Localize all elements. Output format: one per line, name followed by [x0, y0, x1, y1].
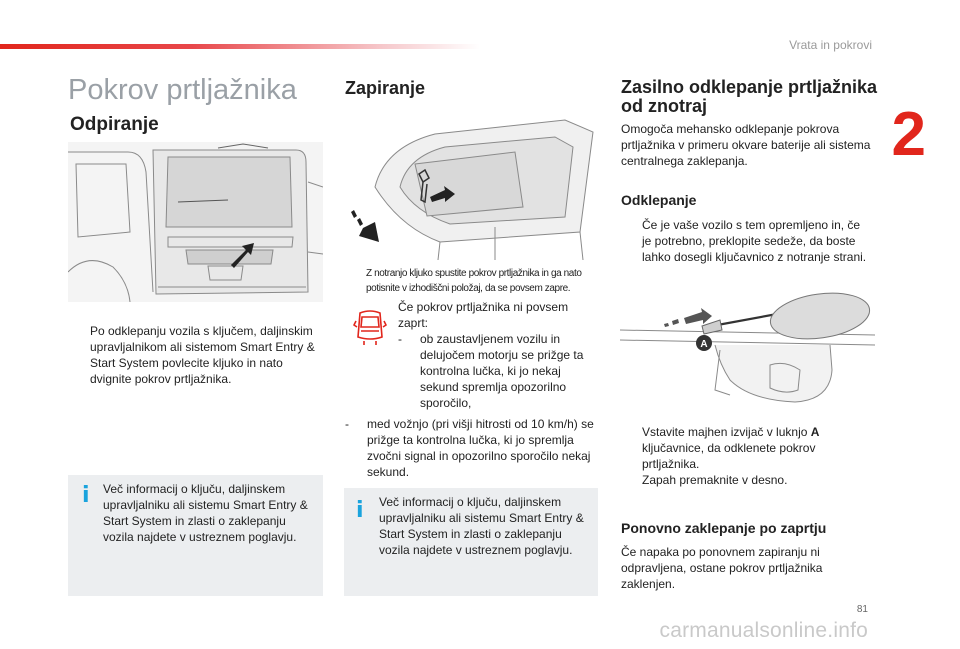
- chapter-number: 2: [891, 100, 926, 169]
- warning-item-1-text: ob zaustavljenem vozilu in delujočem motorju se prižge ta kontrolna lučka, ki jo nekaj sekund spremlja opozorilno sporočilo,: [420, 332, 584, 410]
- warning-item-1: [398, 331, 588, 411]
- dash-mark: -: [398, 332, 402, 346]
- page-number: 81: [856, 604, 868, 615]
- van-rear-illustration: [68, 142, 323, 302]
- intro-text: Omogoča mehansko odklepanje pokrova prtljažnika v primeru okvare baterije ali sistema centralnega zaklepanja.: [621, 122, 871, 168]
- info-icon: i: [82, 483, 90, 508]
- warning-intro: Če pokrov prtljažnika ni povsem zaprt:: [398, 300, 569, 330]
- bullet-odpiranje: [69, 323, 317, 387]
- header-accent-bar: [0, 44, 480, 49]
- bullet-text: Zapah premaknite v desno.: [642, 473, 788, 487]
- bullet-text: [621, 424, 871, 472]
- info-box-zapiranje: [344, 488, 598, 596]
- caption-text: Z notranjo kljuko spustite pokrov prtljažnika in ga nato potisnite v izhodiščni položaj, da se povsem zapre.: [366, 268, 582, 294]
- heading-ponovno-zaklepanje: Ponovno zaklepanje po zaprtju: [621, 520, 827, 536]
- bullet-text: Če je vaše vozilo s tem opremljeno in, če je potrebno, preklopite sedeže, da boste lahko dosegli ključavnico z notranje strani.: [642, 218, 867, 264]
- info-box-odpiranje: [68, 475, 323, 596]
- bullet-text: Po odklepanju vozila s ključem, daljinskim upravljalnikom ali sistemom Smart Entry & Start System povlecite kljuko in nato dvignite pokrov prtljažnika.: [90, 324, 315, 386]
- heading-zasilno-odklepanje: Zasilno odklepanje prtljažnika od znotraj: [621, 77, 878, 116]
- bullet-odklepanje-2: [621, 424, 871, 472]
- insert-arrow: [664, 308, 712, 327]
- caption-zapiranje: [345, 266, 597, 296]
- page-title: Pokrov prtljažnika: [68, 74, 297, 106]
- warning-item-2: [345, 416, 595, 480]
- info-text: Več informacij o ključu, daljinskem upravljalniku ali sistemu Smart Entry & Start System in zlasti o zaklepanju vozila najdete v ustreznem poglavju.: [103, 482, 308, 544]
- bullet-odklepanje-3: [621, 472, 871, 488]
- bullet-odklepanje-1: [621, 217, 871, 265]
- lock-release-illustration: [620, 290, 875, 410]
- trunk-open-warning-icon: [353, 307, 387, 347]
- tailgate-interior-illustration: [345, 112, 600, 260]
- dash-mark: -: [345, 417, 349, 431]
- heading-odpiranje: Odpiranje: [70, 114, 159, 135]
- heading-odklepanje: Odklepanje: [621, 192, 697, 208]
- bullet-text-part: ključavnice, da odklenete pokrov prtljažnika.: [642, 441, 816, 471]
- watermark: carmanualsonline.info: [659, 619, 868, 642]
- bullet-text-bold: A: [810, 425, 820, 439]
- heading-zapiranje: Zapiranje: [345, 78, 426, 98]
- bullet-text-part: Vstavite majhen izvijač v luknjo: [642, 425, 811, 439]
- section-title: Vrata in pokrovi: [789, 38, 872, 52]
- info-icon: i: [356, 498, 364, 523]
- screwdriver-icon: [702, 290, 873, 345]
- relock-text: Če napaka po ponovnem zapiranju ni odpravljena, ostane pokrov prtljažnika zaklenjen.: [621, 545, 823, 591]
- label-a: A: [700, 339, 708, 350]
- info-text: Več informacij o ključu, daljinskem upravljalniku ali sistemu Smart Entry & Start System in zlasti o zaklepanju vozila najdete v ustreznem poglavju.: [379, 495, 584, 557]
- warning-item-2-text: med vožnjo (pri višji hitrosti od 10 km/h) se prižge ta kontrolna lučka, ki jo spremlja zvočni signal in opozorilno sporočilo nekaj sekund.: [367, 417, 594, 479]
